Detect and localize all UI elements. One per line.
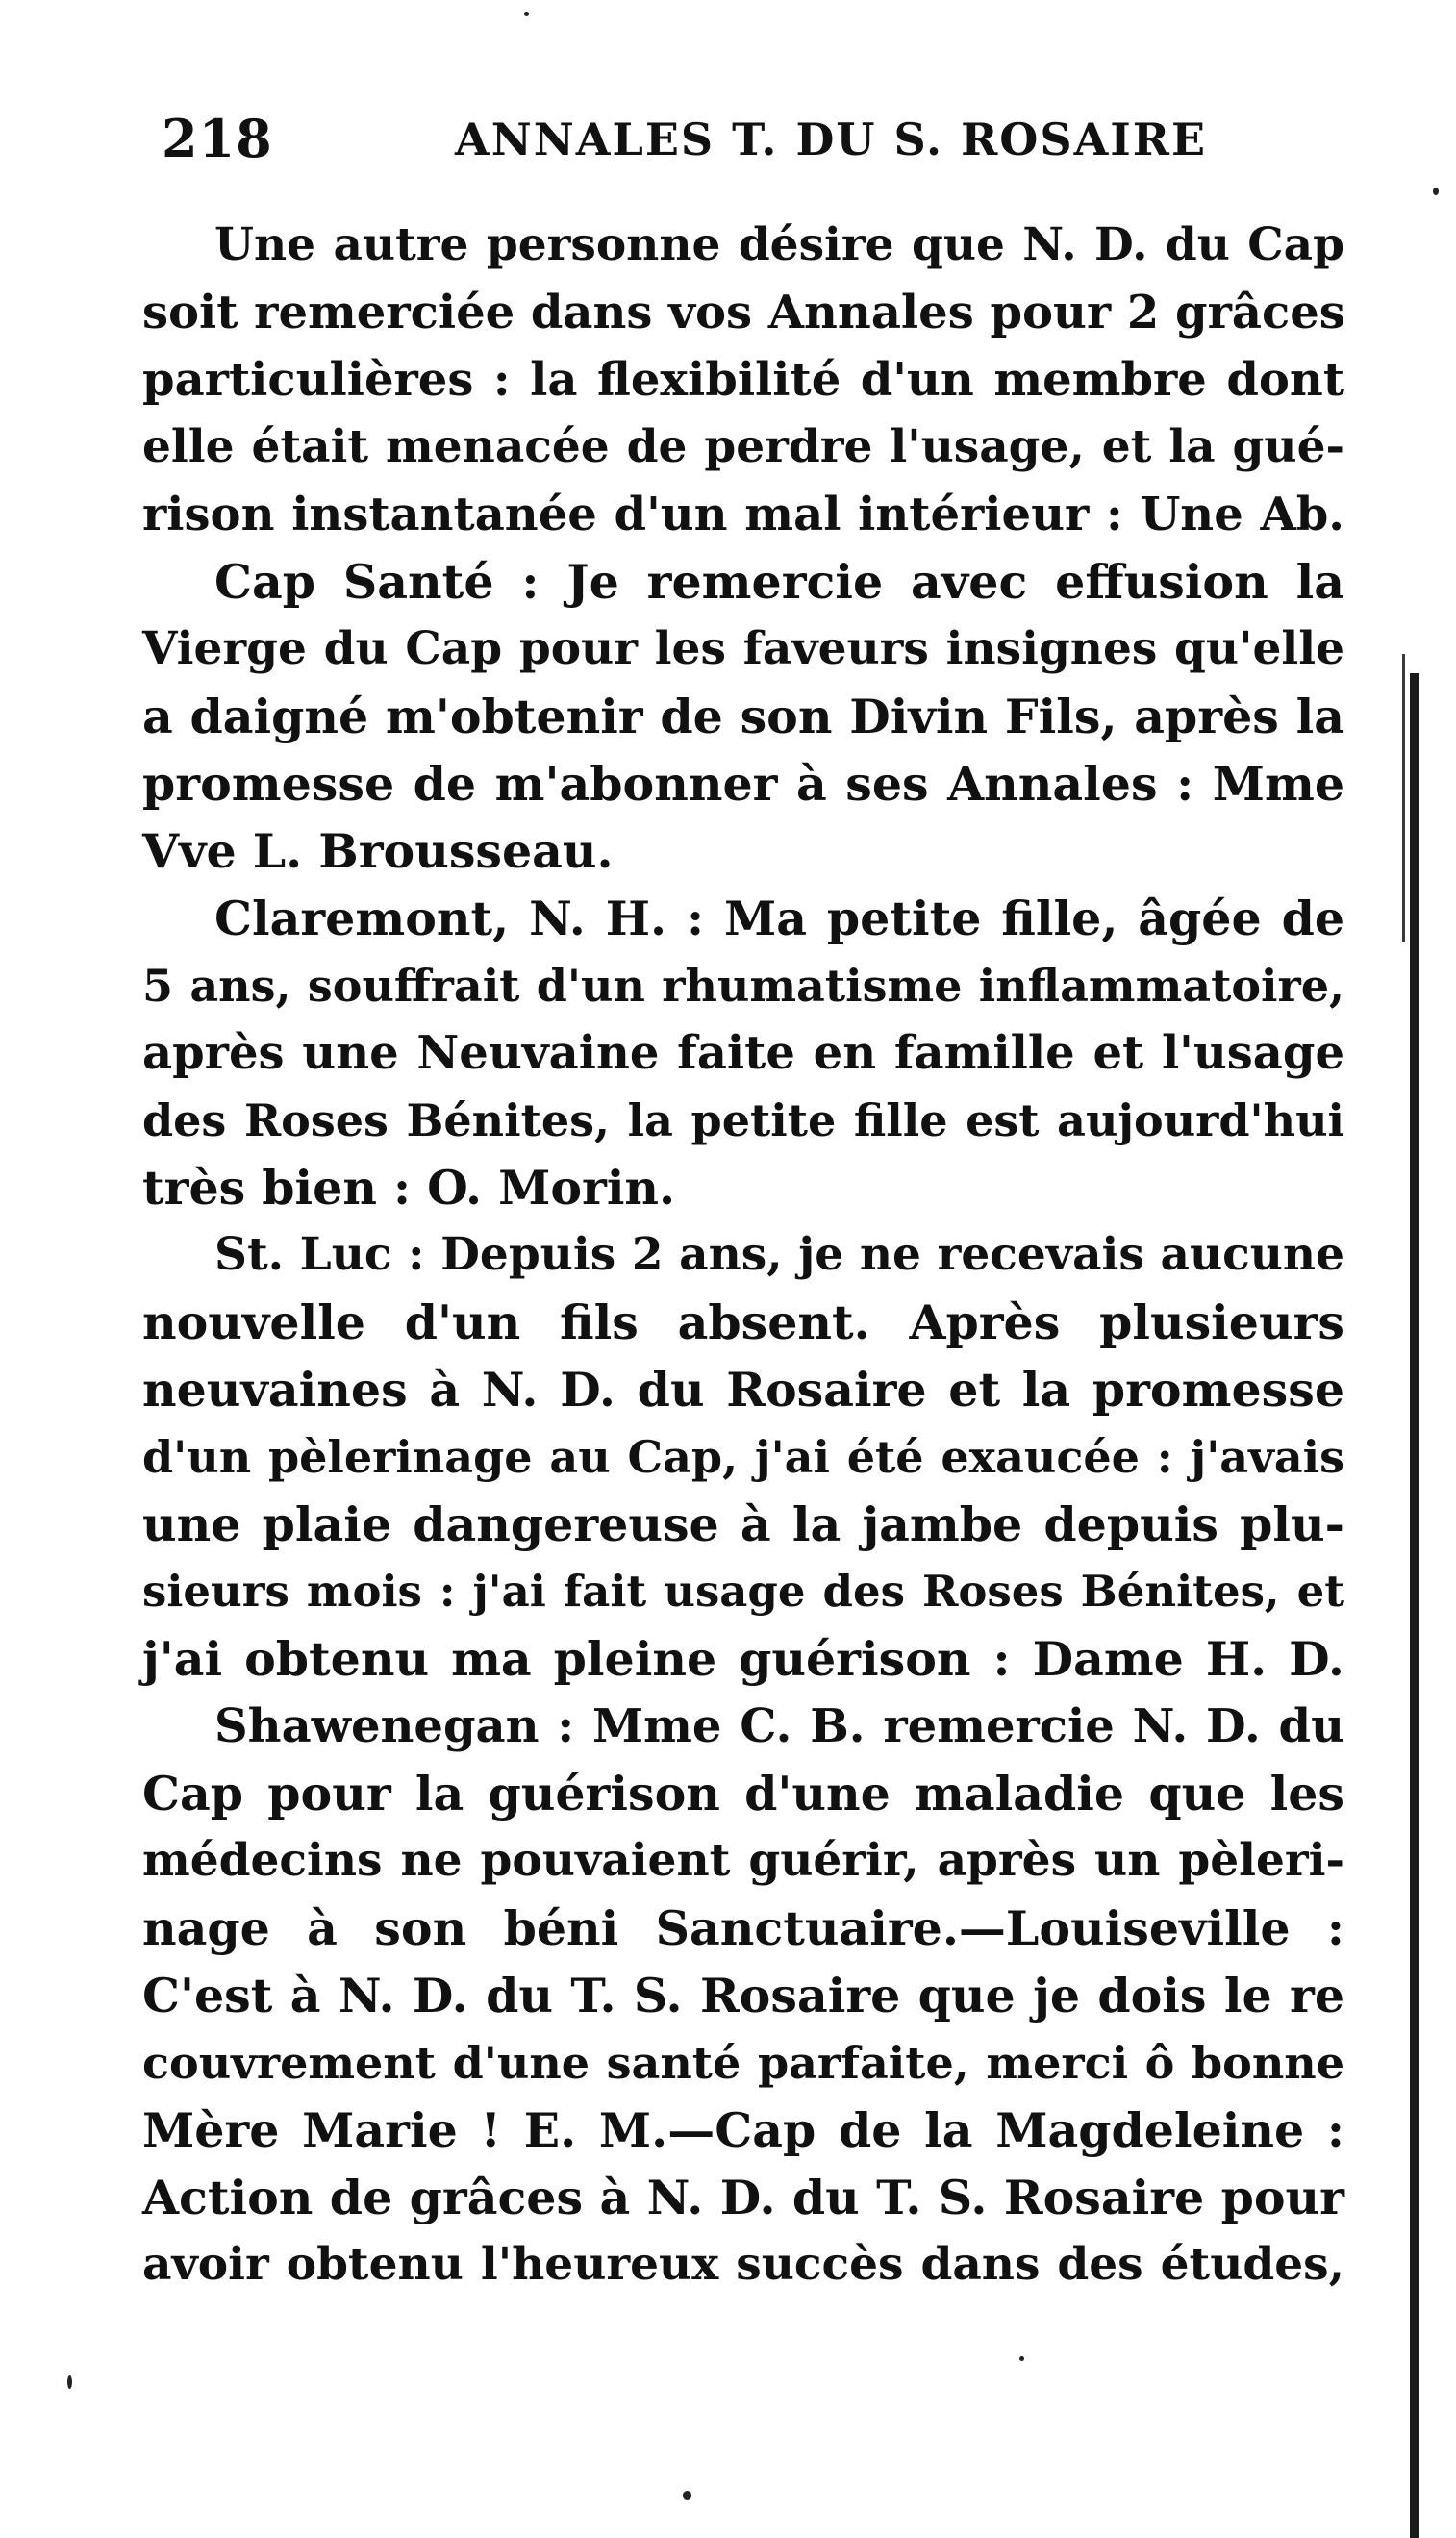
text-line: Une autre personne désire que N. D. du Cap — [214, 218, 1344, 271]
text-line: Action de grâces à N. D. du T. S. Rosaire pour — [142, 2170, 1344, 2225]
running-title: ANNALES T. DU S. ROSAIRE — [455, 113, 1208, 165]
text-line: promesse de m'abonner à ses Annales : Mme — [142, 756, 1344, 812]
text-line: avoir obtenu l'heureux succès dans des études, — [142, 2238, 1344, 2291]
page-header — [162, 108, 1364, 185]
text-line: très bien : O. Morin. — [142, 1160, 676, 1216]
text-line: après une Neuvaine faite en famille et l'usage — [142, 1026, 1344, 1080]
body-text — [142, 212, 1344, 2299]
text-line: 5 ans, souffrait d'un rhumatisme inflammatoire, — [142, 960, 1344, 1012]
text-line: neuvaines à N. D. du Rosaire et la promesse — [142, 1362, 1344, 1418]
text-line: Claremont, N. H. : Ma petite fille, âgée de — [214, 891, 1344, 946]
text-line: elle était menacée de perdre l'usage, et la gué- — [142, 420, 1344, 473]
text-line: des Roses Bénites, la petite fille est aujourd'hui — [142, 1094, 1344, 1146]
text-line: j'ai obtenu ma pleine guérison : Dame H. D. — [142, 1631, 1344, 1687]
scan-speck — [1433, 188, 1439, 195]
text-line: médecins ne pouvaient guérir, après un pèleri- — [142, 1834, 1344, 1887]
text-line: Vve L. Brousseau. — [142, 823, 614, 879]
text-line: Shawenegan : Mme C. B. remercie N. D. du — [214, 1699, 1344, 1753]
text-line: nage à son béni Sanctuaire.—Louiseville : — [142, 1900, 1344, 1956]
page-number: 218 — [162, 108, 273, 169]
text-line: d'un pèlerinage au Cap, j'ai été exaucée : j'avais — [142, 1431, 1344, 1483]
text-line: Mère Marie ! E. M.—Cap de la Magdeleine : — [142, 2102, 1344, 2158]
text-line: Cap pour la guérison d'une maladie que les — [142, 1766, 1344, 1822]
text-line: Cap Santé : Je remercie avec effusion la — [214, 554, 1344, 610]
text-line: particulières : la flexibilité d'un membre dont — [142, 353, 1344, 407]
text-line: soit remerciée dans vos Annales pour 2 grâces — [142, 286, 1345, 339]
text-line: C'est à N. D. du T. S. Rosaire que je dois le re — [142, 1968, 1344, 2023]
binding-edge-rule — [1410, 673, 1419, 2538]
text-line: nouvelle d'un fils absent. Après plusieurs — [142, 1294, 1344, 1350]
scan-speck — [524, 12, 529, 16]
text-line: rison instantanée d'un mal intérieur : Une Ab. — [142, 488, 1344, 541]
text-line: une plaie dangereuse à la jambe depuis plu- — [142, 1496, 1344, 1552]
scan-speck — [67, 2375, 72, 2389]
text-line: Vierge du Cap pour les faveurs insignes qu'elle — [142, 622, 1344, 675]
scan-speck — [1019, 2356, 1024, 2361]
text-line: St. Luc : Depuis 2 ans, je ne recevais aucune — [214, 1228, 1344, 1281]
binding-edge-thin-rule — [1402, 654, 1405, 942]
text-line: sieurs mois : j'ai fait usage des Roses Bénites, et — [142, 1566, 1344, 1617]
text-line: a daigné m'obtenir de son Divin Fils, après la — [142, 689, 1344, 744]
text-line: couvrement d'une santé parfaite, merci ô bonne — [142, 2037, 1344, 2089]
scan-speck — [683, 2491, 691, 2500]
